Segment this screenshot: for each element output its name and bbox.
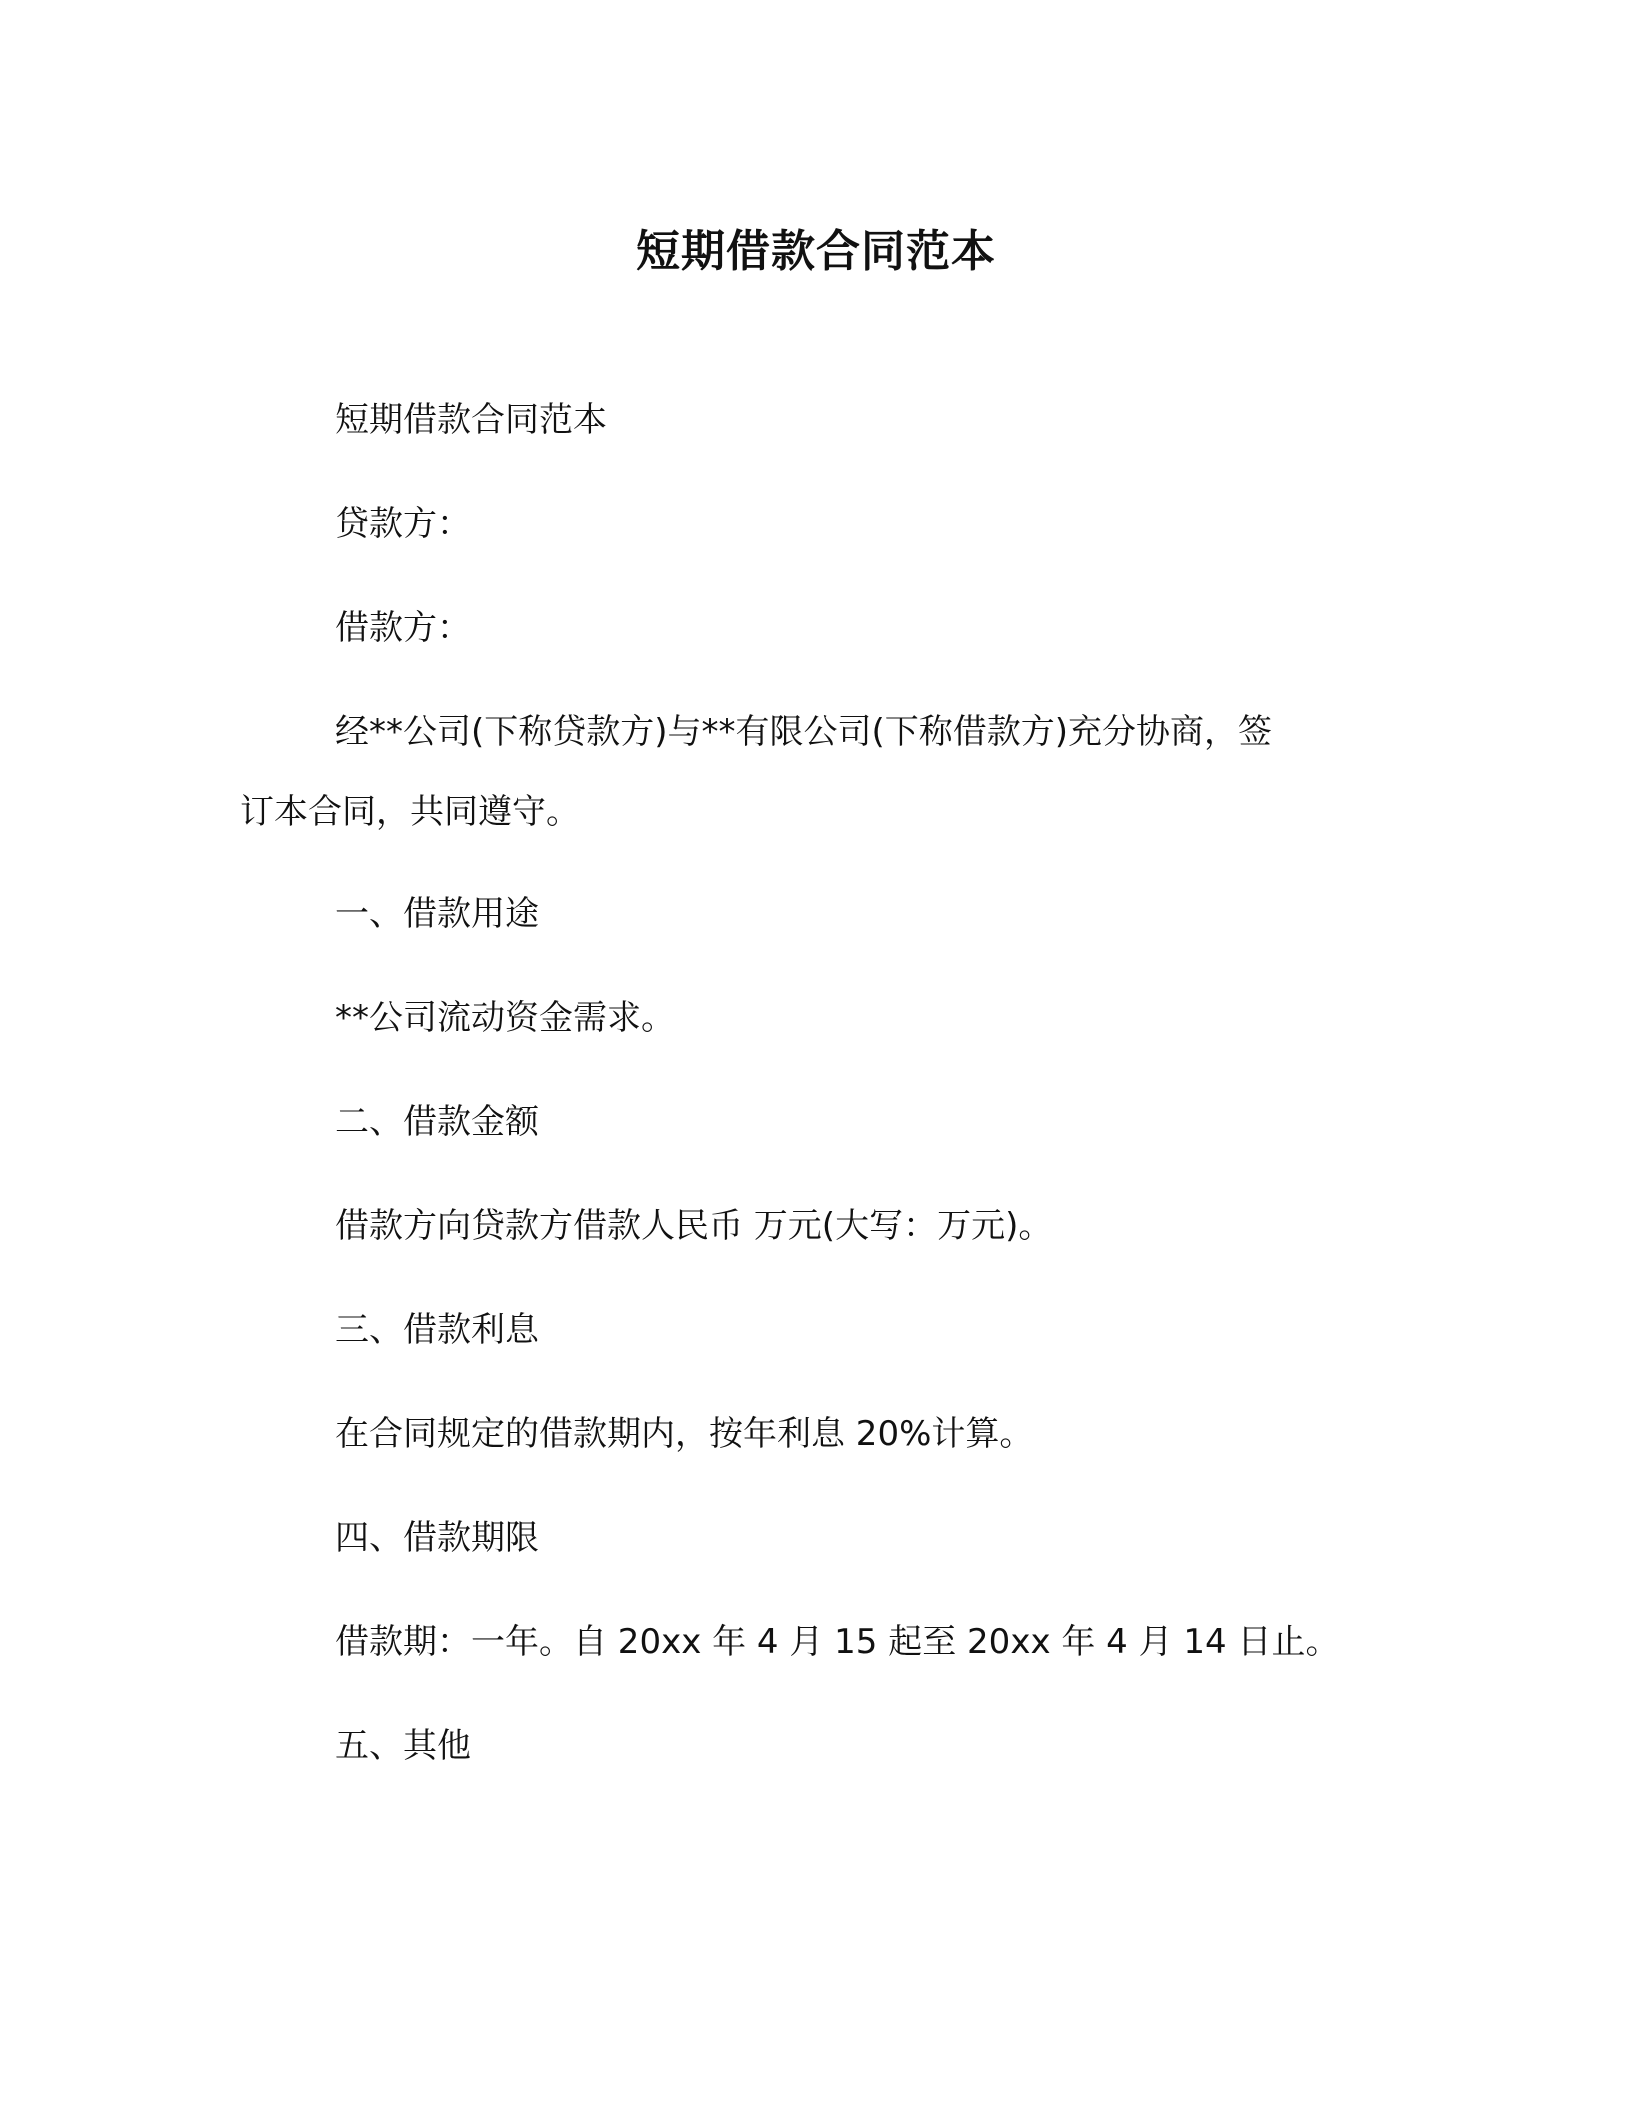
section-body: 在合同规定的借款期内，按年利息 20%计算。	[335, 1414, 1034, 1454]
document-subtitle: 短期借款合同范本	[335, 400, 607, 440]
section-heading: 五、其他	[335, 1726, 471, 1766]
intro-line-1: 经**公司(下称贷款方)与**有限公司(下称借款方)充分协商，签	[335, 712, 1273, 752]
document-title: 短期借款合同范本	[636, 226, 996, 277]
intro-line-2: 订本合同，共同遵守。	[240, 792, 580, 832]
section-body: 借款期：一年。自 20xx 年 4 月 15 起至 20xx 年 4 月 14 日止。	[335, 1622, 1340, 1662]
section-heading: 四、借款期限	[335, 1518, 539, 1558]
section-body: **公司流动资金需求。	[335, 998, 675, 1038]
borrower-label: 借款方：	[335, 608, 471, 648]
lender-label: 贷款方：	[335, 504, 471, 544]
section-body: 借款方向贷款方借款人民币 万元(大写：万元)。	[335, 1206, 1053, 1246]
section-heading: 三、借款利息	[335, 1310, 539, 1350]
section-heading: 一、借款用途	[335, 894, 539, 934]
section-heading: 二、借款金额	[335, 1102, 539, 1142]
